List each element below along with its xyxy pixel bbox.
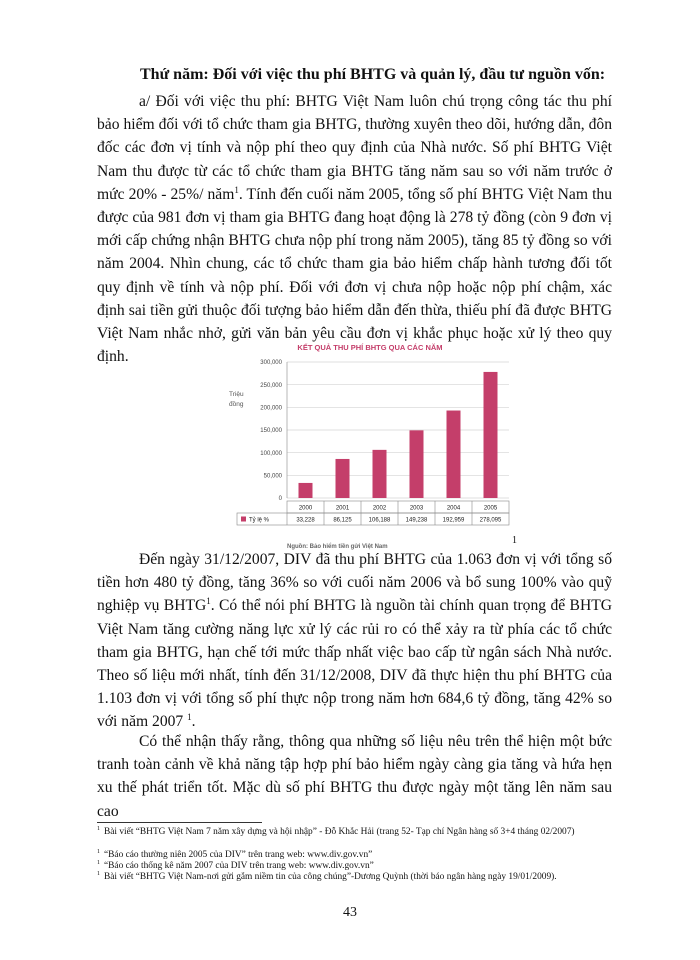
footnote-mark: 1 bbox=[97, 825, 100, 832]
footnote-mark: 1 bbox=[97, 848, 100, 855]
x-tick-label: 2000 bbox=[298, 505, 313, 512]
data-label: 278,095 bbox=[479, 517, 502, 524]
paragraph-fee-collection bbox=[97, 90, 612, 368]
paragraph-text: . Có thể nói phí BHTG là nguồn tài chính quan trọng để BHTG Việt Nam tăng cường năng lực xử lý các rủi ro có thể xảy ra từ phía các tổ chức tham gia BHTG, hạn chế tới mức thấp nhất việc bao cấp từ ngân sách Nhà nước. Theo số liệu mới nhất, tính đến 31/12/2008, DIV đã thực hiện thu phí BHTG của 1.103 đơn vị với tổng số phí thực nộp trong năm hơn 684,6 tỷ đồng, tăng 42% so với năm 2007 bbox=[97, 597, 612, 731]
footnote-text: “Báo cáo thống kê năm 2007 của DIV trên trang web: www.div.gov.vn” bbox=[104, 861, 374, 871]
y-tick-label: 300,000 bbox=[260, 360, 282, 367]
footnote bbox=[97, 861, 627, 872]
bar-2002 bbox=[373, 450, 387, 498]
bar-2000 bbox=[299, 483, 313, 498]
x-tick-label: 2001 bbox=[335, 505, 350, 512]
chart-data-table bbox=[237, 501, 509, 525]
bar-2004 bbox=[447, 411, 461, 498]
section-heading: Thứ năm: Đối với việc thu phí BHTG và quản lý, đầu tư nguồn vốn: bbox=[140, 66, 606, 83]
data-label: 86,125 bbox=[333, 517, 352, 524]
footnote-ref[interactable]: 1 bbox=[206, 596, 211, 607]
y-axis-label-line2: đồng bbox=[229, 401, 244, 408]
paragraph-text: . Tính đến cuối năm 2005, tổng số phí BHTG Việt Nam thu được của 981 đơn vị tham gia BHTG đang hoạt động là 278 tỷ đồng (còn 9 đơn vị mới cấp chứng nhận BHTG chưa nộp phí trong năm 2005), tăng 85 tỷ đồng so với năm 2004. Nhìn chung, các tổ chức tham gia bảo hiểm chấp hành tương đối tốt quy định về tính và nộp phí. Đối với đơn vị chưa nộp hoặc nộp phí chậm, xác định sai tiền gửi thuộc đối tượng bảo hiểm dẫn đến thừa, thiếu phí đã được BHTG Việt Nam nhắc nhở, gửi văn bản yêu cầu đơn vị khắc phục hoặc xử lý theo quy định. bbox=[97, 185, 612, 366]
paragraph-text: a/ Đối với việc thu phí: BHTG Việt Nam luôn chú trọng công tác thu phí bảo hiểm đối với tổ chức tham gia BHTG, thường xuyên theo dõi, hướng dẫn, đôn đốc các đơn vị tính và nộp phí theo quy định của Nhà nước. Số phí BHTG Việt Nam thu được từ các tổ chức tham gia BHTG tăng năm sau so với năm trước ở mức 20% - 25%/ năm bbox=[97, 93, 612, 203]
x-tick-label: 2003 bbox=[409, 505, 424, 512]
chart-gridlines bbox=[287, 362, 509, 498]
footnote-mark: 1 bbox=[97, 870, 100, 877]
y-tick-label: 200,000 bbox=[260, 405, 282, 412]
x-tick-label: 2005 bbox=[483, 505, 498, 512]
y-tick-label: 50,000 bbox=[263, 473, 282, 480]
footnote-ref[interactable]: 1 bbox=[234, 184, 239, 195]
y-tick-label: 150,000 bbox=[260, 428, 282, 435]
bar-2001 bbox=[336, 459, 350, 498]
footnote-text: Bài viết “BHTG Việt Nam-nơi gửi gắm niềm tin của công chúng”-Dương Quỳnh (thời báo ngân hàng ngày 19/01/2009). bbox=[104, 872, 557, 882]
y-axis-label-line1: Triệu bbox=[229, 391, 244, 398]
fee-chart bbox=[225, 338, 515, 566]
data-label: 192,959 bbox=[442, 517, 465, 524]
bar-2003 bbox=[410, 430, 424, 498]
footnote-mark: 1 bbox=[97, 859, 100, 866]
footnote-text: “Báo cáo thường niên 2005 của DIV” trên trang web: www.div.gov.vn” bbox=[104, 850, 373, 860]
bar-2005 bbox=[484, 372, 498, 498]
footnote-divider bbox=[97, 822, 262, 823]
paragraph-conclusion: Có thể nhận thấy rằng, thông qua những số liệu nêu trên thể hiện một bức tranh toàn cảnh về khả năng tập hợp phí bảo hiểm ngày càng gia tăng và hứa hẹn xu thế phát triển tốt. Mặc dù số phí BHTG thu được ngày một tăng lên năm sau cao bbox=[97, 733, 612, 820]
footnote bbox=[97, 850, 627, 861]
footnote bbox=[97, 872, 627, 883]
x-tick-label: 2004 bbox=[446, 505, 461, 512]
y-tick-label: 100,000 bbox=[260, 450, 282, 457]
paragraph-text: Đến ngày 31/12/2007, DIV đã thu phí BHTG của 1.063 đơn vị với tổng số tiền hơn 480 tỷ đồng, tăng 36% so với cuối năm 2006 và bổ sung 100% vào quỹ nghiệp vụ BHTG bbox=[97, 551, 612, 615]
legend-label: Tỷ lệ % bbox=[249, 517, 270, 524]
page-number: 43 bbox=[343, 905, 357, 920]
data-label: 33,228 bbox=[296, 517, 315, 524]
paragraph-div-fees bbox=[97, 548, 612, 734]
y-tick-labels bbox=[260, 360, 282, 502]
chart-source: Nguồn: Bảo hiểm tiền gửi Việt Nam bbox=[287, 544, 388, 550]
footnote bbox=[97, 827, 627, 838]
y-tick-label: 250,000 bbox=[260, 382, 282, 389]
footnote-text: Bài viết “BHTG Việt Nam 7 năm xây dựng và hội nhập” - Đỗ Khắc Hải (trang 52- Tạp chí Ngân hàng số 3+4 tháng 02/2007) bbox=[104, 827, 575, 837]
footnote-ref[interactable]: 1 bbox=[187, 712, 192, 723]
y-tick-label: 0 bbox=[278, 496, 282, 503]
chart-title: KẾT QUẢ THU PHÍ BHTG QUA CÁC NĂM bbox=[297, 343, 443, 352]
data-label: 106,188 bbox=[368, 517, 391, 524]
paragraph-text: . bbox=[191, 713, 196, 731]
x-tick-label: 2002 bbox=[372, 505, 387, 512]
data-label: 149,238 bbox=[405, 517, 428, 524]
chart-bars bbox=[299, 372, 498, 498]
chart-note: 1 bbox=[512, 535, 517, 546]
legend-swatch bbox=[241, 517, 246, 522]
